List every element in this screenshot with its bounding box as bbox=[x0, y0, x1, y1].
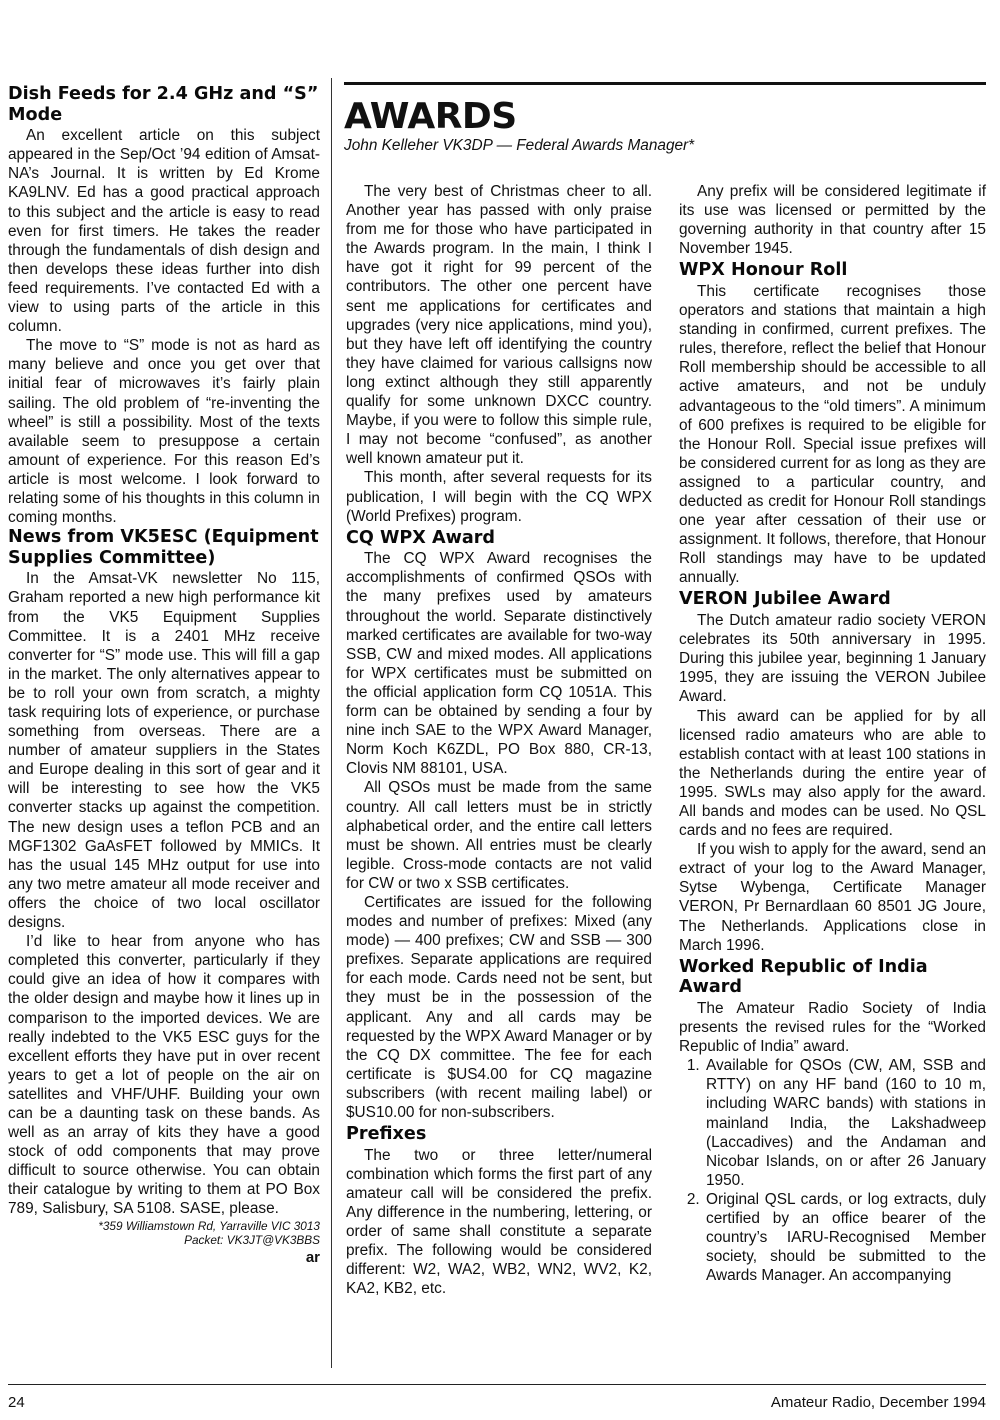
awards-header bbox=[344, 82, 986, 155]
dish-feeds-paragraph-1: An excellent article on this subject appeared in the Sep/Oct ’94 edition of Amsat-NA’s Journal. It is written by Ed Krome KA9LNV. Ed has a good practical approach to this subject and the article is easy to read even for first timers. He takes the reader through the fundamentals of dish design and then develops these ideas further into dish feed requirements. I’ve contacted Ed with a view to using parts of the article in this column. bbox=[8, 127, 320, 336]
india-rules-list bbox=[679, 1056, 986, 1285]
footer-rule bbox=[8, 1384, 986, 1385]
prefixes-heading: Prefixes bbox=[346, 1124, 427, 1145]
cq-wpx-paragraph-2: All QSOs must be made from the same country. All call letters must be in strictly alphabetical order, and the entire call letters must be shown. All entries must be clearly legible. Cross-mode contacts are not valid for CW or two x SSB certificates. bbox=[346, 779, 652, 892]
prefixes-paragraph: The two or three letter/numeral combination which forms the first part of any amateur call will be considered the prefix. Any difference in the numbering, lettering, or order of same shall constitute a separate prefix. The following would be considered different: W2, WA2, WB2, WN2, WV2, K2, KA2, KB2, etc. bbox=[346, 1146, 652, 1298]
vk5esc-paragraph-1: In the Amsat-VK newsletter No 115, Graham reported a new high performance kit from the VK5 Equipment Supplies Committee. It is a 2401 MHz receive converter for “S” mode use. This will fill a gap in the market. The only alternatives appear to be to roll your own from scratch, a mighty task requiring lots of experience, or purchase something from overseas. There are a number of amateur suppliers in the States and Europe dealing in this sort of gear and it will be interesting to see how the VK5 converter stacks up against the competition. The new design uses a teflon PCB and an MGF1302 GaAsFET followed by MMICs. It has the usual 145 MHz output for use into any two metre amateur all mode receiver and offers the choice of two local oscillator designs. bbox=[8, 570, 320, 932]
wpx-honour-roll-heading: WPX Honour Roll bbox=[679, 260, 848, 281]
india-rule-item: 1. Available for QSOs (CW, AM, SSB and RTTY) on any HF band (160 to 10 m, including WARC bands) with stations in mainland India, the Lakshadweep (Laccadives) and the Andaman and Nicobar Islands, on or after 26 January 1950. bbox=[704, 1056, 986, 1190]
awards-intro-paragraph: The very best of Christmas cheer to all. Another year has passed with only praise from me for those who have participated in the Awards program. In the main, I think I have got it right for 99 percent of the contributors. The other one percent have sent me applications for certificates and upgrades (very nice applications, mind you), but they have left off identifying the country they have claimed for various callsigns now long extinct although they still apparently qualify for some unknown DXCC country. Maybe, if you were to follow this simple rule, I may not become “confused”, as another well known amateur put it. bbox=[346, 183, 652, 468]
cq-wpx-paragraph-3: Certificates are issued for the following modes and number of prefixes: Mixed (any mode) — 400 prefixes; CW and SSB — 300 prefixes. Separate applications are required for each mode. Cards need not be sent, but they must be in the possession of the applicant. Any and all cards may be requested by the WPX Award Manager or by the CQ DX committee. The fee for each certificate is $US4.00 for CQ magazine subscribers (with recent mailing label) or $US10.00 for non-subscribers. bbox=[346, 893, 652, 1121]
author-address: *359 Williamstown Rd, Yarraville VIC 3013 bbox=[98, 1218, 320, 1233]
veron-heading: VERON Jubilee Award bbox=[679, 589, 891, 610]
veron-paragraph-1: The Dutch amateur radio society VERON celebrates its 50th anniversary in 1995. During this jubilee year, beginning 1 January 1995, they are issuing the VERON Jubilee Award. bbox=[679, 612, 986, 706]
dish-feeds-paragraph-2: The move to “S” mode is not as hard as many believe and once you get over that initial fear of microwaves it’s fairly plain sailing. The old problem of “re-inventing the wheel” is still a possibility. Most of the texts available seem to presuppose a certain amount of experience. For this reason Ed’s article is most welcome. I look forward to relating some of his thoughts in this column in coming months. bbox=[8, 337, 320, 527]
india-award-paragraph: The Amateur Radio Society of India presents the revised rules for the “Worked Republic of India” award. bbox=[679, 999, 986, 1056]
vk5esc-heading: News from VK5ESC (Equipment Supplies Committee) bbox=[8, 527, 319, 568]
column-divider bbox=[331, 78, 332, 1368]
column-middle bbox=[346, 182, 652, 1298]
author-packet: Packet: VK3JT@VK3BBS bbox=[184, 1233, 320, 1248]
awards-title: AWARDS bbox=[344, 96, 517, 137]
cq-wpx-paragraph-1: The CQ WPX Award recognises the accomplishments of confirmed QSOs with the many prefixes used by amateurs throughout the world. Separate distinctively marked certificates are available for two-way SSB, CW and mixed modes. All applications for WPX certificates must be submitted on the official application form CQ 1051A. This form can be obtained by sending a four by nine inch SAE to the WPX Award Manager, Norm Koch K6ZDL, PO Box 880, CR-13, Clovis NM 88101, USA. bbox=[346, 550, 652, 778]
veron-paragraph-3: If you wish to apply for the award, send an extract of your log to the Award Manager, Sytse Wybenga, Certificate Manager VERON, Pr Bernardlaan 60 8501 JG Joure, The Netherlands. Applications close in March 1996. bbox=[679, 841, 986, 954]
india-rule-item: 2. Original QSL cards, or log extracts, duly certified by an office bearer of the country’s IARU-Recognised Member society, should be submitted to the Awards Manager. An accompanying bbox=[704, 1190, 986, 1285]
cq-wpx-heading: CQ WPX Award bbox=[346, 527, 495, 548]
vk5esc-paragraph-2: I’d like to hear from anyone who has completed this converter, particularly if they could give an idea of how it compares with the older design and maybe how it lines up in comparison to the imported devices. We are really indebted to the VK5 ESC guys for the excellent efforts they have put in over recent years to get a lot of people on the air on satellites and VHF/UHF. Building your own can be a daunting task on these bands. As well as an array of kits they have a good stock of odd components that may prove difficult to source otherwise. You can obtain their catalogue by writing to them at PO Box 789, Salisbury, SA 5108. SASE, please. bbox=[8, 933, 320, 1218]
prefix-legitimacy-paragraph: Any prefix will be considered legitimate if its use was licensed or permitted by the governing authority in that country after 15 November 1945. bbox=[679, 183, 986, 258]
dish-feeds-heading: Dish Feeds for 2.4 GHz and “S” Mode bbox=[8, 84, 319, 125]
awards-byline: John Kelleher VK3DP — Federal Awards Manager* bbox=[344, 137, 695, 154]
india-award-heading: Worked Republic of India Award bbox=[679, 956, 928, 998]
column-right bbox=[679, 182, 986, 1285]
publication-footer: Amateur Radio, December 1994 bbox=[770, 1394, 986, 1411]
veron-paragraph-2: This award can be applied for by all licensed radio amateurs who are able to establish contact with at least 100 stations in the Netherlands during the entire year of 1995. SWLs may also apply for the award. All bands and modes can be used. No QSL cards and no fees are required. bbox=[679, 707, 986, 840]
column-left bbox=[8, 84, 320, 1267]
wpx-honour-roll-paragraph: This certificate recognises those operators and stations that maintain a high standing in confirmed, current prefixes. The rules, therefore, reflect the belief that Honour Roll membership should be accessible to all active amateurs, and not be unduly advantageous to the “old timers”. A minimum of 600 prefixes is required to be eligible for the Honour Roll. Special issue prefixes will be considered current for as long as they are assigned to a particular country, and deducted as credit for Honour Roll standings one year after cessation of their use or assignment. It follows, therefore, that Honour Roll standings may have to be updated annually. bbox=[679, 282, 986, 587]
awards-intro-paragraph-2: This month, after several requests for its publication, I will begin with the CQ WPX (World Prefixes) program. bbox=[346, 469, 652, 525]
end-mark: ar bbox=[305, 1248, 320, 1266]
page-number: 24 bbox=[8, 1394, 25, 1411]
